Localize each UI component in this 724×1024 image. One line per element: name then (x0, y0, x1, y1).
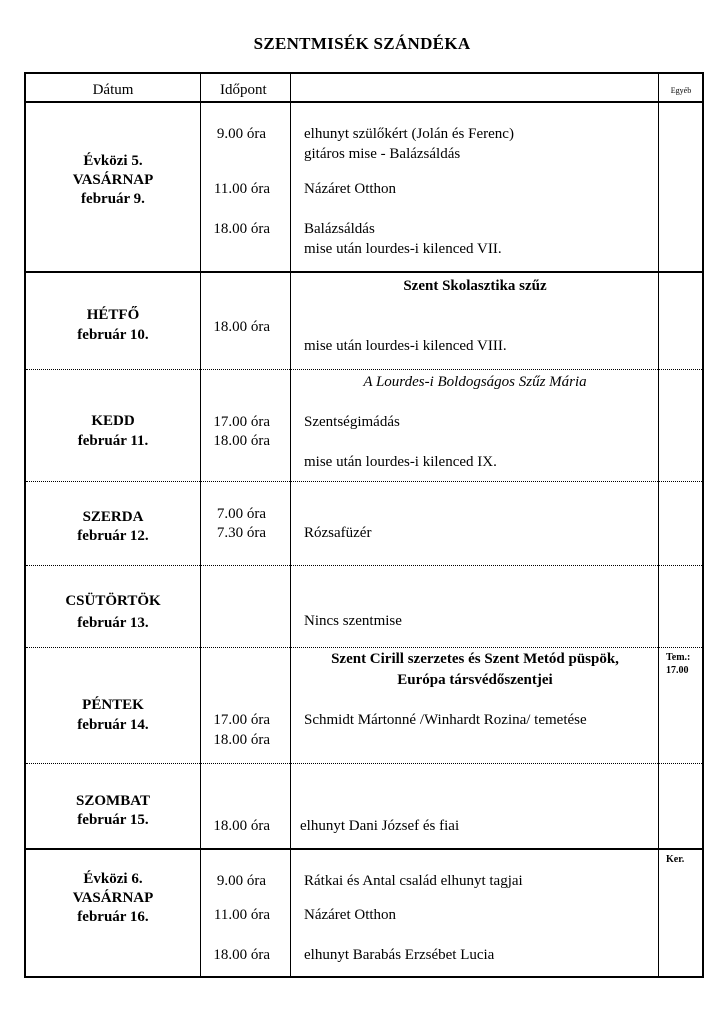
row-time: 7.30 óra (216, 525, 266, 541)
row-intention: elhunyt Dani József és fiai (300, 818, 460, 834)
row-day: VASÁRNAP (72, 172, 154, 188)
row-divider (26, 481, 702, 482)
row-time: 18.00 óra (213, 818, 270, 834)
row-time: 18.00 óra (213, 433, 270, 449)
row-day: KEDD (91, 413, 135, 429)
header-other: Egyéb (670, 86, 692, 95)
row-intention: elhunyt szülőkért (Jolán és Ferenc) (304, 126, 514, 142)
row-date: február 13. (77, 615, 149, 631)
row-time: 18.00 óra (213, 947, 270, 963)
row-intention: Balázsáldás (304, 221, 375, 237)
row-time: 9.00 óra (216, 873, 266, 889)
row-intention: mise után lourdes-i kilenced IX. (304, 454, 497, 470)
row-time: 11.00 óra (213, 181, 270, 197)
column-divider (658, 74, 659, 976)
header-date: Dátum (92, 82, 134, 98)
row-date: február 16. (77, 909, 149, 925)
row-intention: Nincs szentmise (304, 613, 402, 629)
column-divider (200, 74, 201, 976)
row-divider (26, 848, 702, 850)
header-divider (26, 101, 702, 103)
page-title: SZENTMISÉK SZÁNDÉKA (253, 34, 471, 53)
row-intention: mise után lourdes-i kilenced VII. (304, 241, 502, 257)
row-time: 7.00 óra (216, 506, 266, 522)
header-time: Időpont (220, 82, 267, 98)
row-time: 18.00 óra (213, 319, 270, 335)
row-intention: Schmidt Mártonné /Winhardt Rozina/ temetése (304, 712, 587, 728)
row-day: Évközi 5. (83, 153, 143, 169)
row-intention: Názáret Otthon (304, 907, 397, 923)
other-note: Ker. (666, 854, 685, 865)
row-date: február 12. (77, 528, 149, 544)
row-day: Évközi 6. (83, 871, 143, 887)
other-note: 17.00 (666, 665, 689, 676)
row-time: 11.00 óra (213, 907, 270, 923)
feast-name: Szent Skolasztika szűz (403, 278, 547, 294)
row-day: VASÁRNAP (72, 890, 154, 906)
row-intention: Rátkai és Antal család elhunyt tagjai (304, 873, 523, 889)
row-day: HÉTFŐ (86, 307, 140, 323)
row-date: február 15. (77, 812, 149, 828)
row-time: 9.00 óra (216, 126, 266, 142)
other-note: Tem.: (666, 652, 691, 663)
row-divider (26, 369, 702, 370)
row-intention: Szentségimádás (304, 414, 400, 430)
row-time: 18.00 óra (213, 732, 270, 748)
row-divider (26, 565, 702, 566)
row-time: 18.00 óra (213, 221, 270, 237)
row-date: február 11. (77, 433, 149, 449)
row-date: február 10. (77, 327, 149, 343)
row-day: PÉNTEK (82, 697, 144, 713)
row-intention: Názáret Otthon (304, 181, 397, 197)
feast-name: Szent Cirill szerzetes és Szent Metód püspök, (331, 651, 619, 667)
row-time: 17.00 óra (213, 712, 270, 728)
row-divider (26, 647, 702, 648)
feast-name: A Lourdes-i Boldogságos Szűz Mária (363, 374, 587, 390)
row-intention: gitáros mise - Balázsáldás (304, 146, 461, 162)
row-divider (26, 271, 702, 273)
row-date: február 9. (81, 191, 145, 207)
row-time: 17.00 óra (213, 414, 270, 430)
row-day: CSÜTÖRTÖK (65, 593, 161, 609)
row-intention: Rózsafüzér (304, 525, 372, 541)
row-date: február 14. (77, 717, 149, 733)
row-divider (26, 763, 702, 764)
row-intention: elhunyt Barabás Erzsébet Lucia (304, 947, 495, 963)
row-intention: mise után lourdes-i kilenced VIII. (304, 338, 507, 354)
row-day: SZOMBAT (76, 793, 150, 809)
row-day: SZERDA (82, 509, 144, 525)
feast-name: Európa társvédőszentjei (397, 672, 553, 688)
schedule-table (24, 72, 704, 978)
